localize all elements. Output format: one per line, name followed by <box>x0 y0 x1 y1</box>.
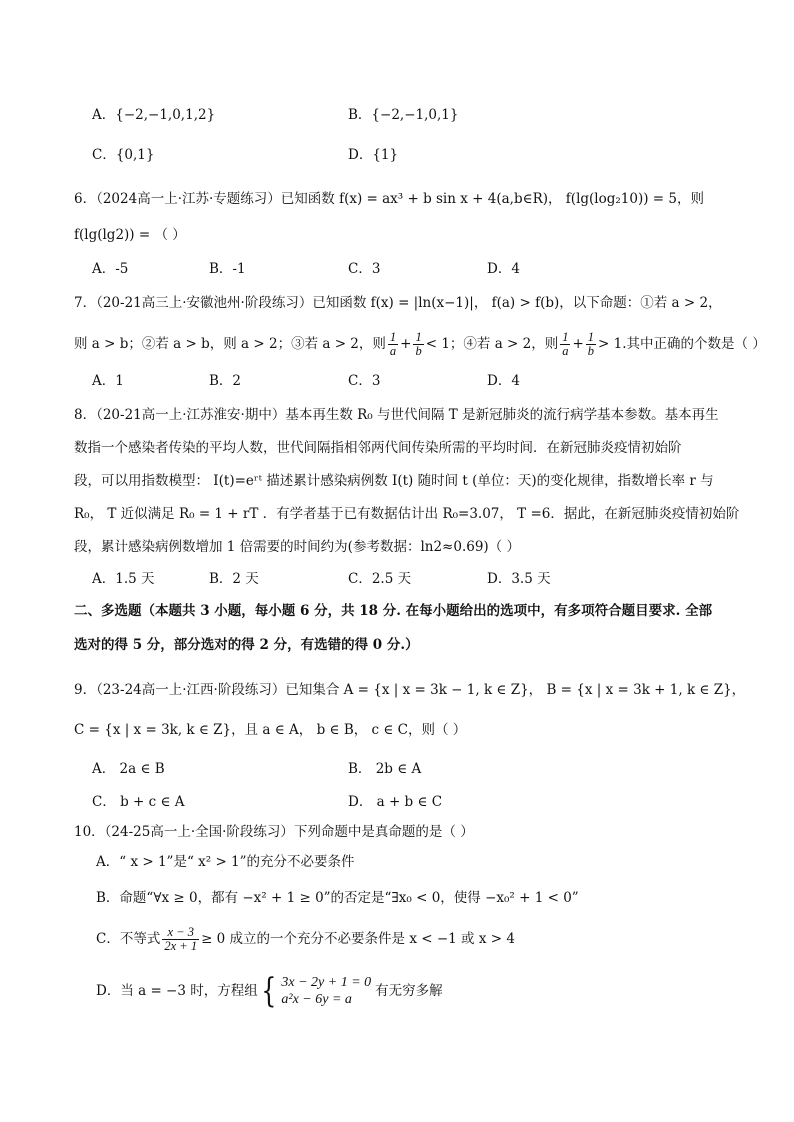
q7-option-a: A．1 <box>92 373 124 389</box>
q9-option-a: A． 2a ∈ B <box>92 761 165 777</box>
equation-2: a²x − 6y = a <box>281 992 352 1007</box>
q5-option-d: D．{1} <box>348 147 399 163</box>
q8-option-a: A．1.5 天 <box>92 571 155 587</box>
q10-stem: 10．（24-25高一上·全国·阶段练习）下列命题中是真命题的是（ ） <box>74 824 474 840</box>
q6-stem-line1: 6．（2024高一上·江苏·专题练习）已知函数 f(x) = ax³ + b sin x + 4(a,b∈R)， f(lg(log₂10)) = 5，则 <box>74 191 704 207</box>
q7-stem-line1: 7．（20-21高三上·安徽池州·阶段练习）已知函数 f(x) = |ln(x−1)|， f(a) > f(b)，以下命题：①若 a > 2， <box>74 295 722 311</box>
q7-option-d: D．4 <box>487 373 520 389</box>
q9-option-d: D． a + b ∈ C <box>348 794 443 810</box>
q7-line2-part1: 则 a > b；②若 a > b，则 a > 2；③若 a > 2，则 <box>74 336 386 352</box>
q5-option-a: A．{−2,−1,0,1,2} <box>92 107 216 123</box>
q10-option-c-prefix: C．不等式 <box>96 931 161 947</box>
q10-option-d-prefix: D．当 a = −3 时，方程组 <box>96 983 258 999</box>
q7-option-b: B．2 <box>209 373 242 389</box>
q9-stem-line2: C = {x | x = 3k, k ∈ Z}，且 a ∈ A， b ∈ B， c ∈ C，则（ ） <box>74 722 467 738</box>
q6-option-a: A．-5 <box>92 261 129 277</box>
q7-frac-denominator: a <box>562 343 569 358</box>
q7-frac-numerator: 1 <box>562 329 569 344</box>
q9-stem-line1: 9．（23-24高一上·江西·阶段练习）已知集合 A = {x | x = 3k − 1, k ∈ Z}， B = {x | x = 3k + 1, k ∈ Z}， <box>74 682 746 698</box>
q6-option-b: B．-1 <box>209 261 246 277</box>
left-brace-icon: { <box>260 971 277 1011</box>
equation-lines <box>281 974 371 1008</box>
q10-option-d-suffix: 有无穷多解 <box>375 983 443 999</box>
q6-stem-line2: f(lg(lg2)) = （ ） <box>74 227 186 243</box>
q7-frac-numerator: 1 <box>587 329 595 344</box>
section-heading-line1: 二、多选题（本题共 3 小题，每小题 6 分，共 18 分. 在每小题给出的选项中，有多项符合题目要求. 全部 <box>74 603 713 619</box>
q6-option-c: C．3 <box>348 261 381 277</box>
q7-line2-part2: < 1；④若 a > 2，则 <box>425 336 559 352</box>
equation-system <box>258 971 372 1011</box>
q7-frac-denominator: a <box>389 343 397 358</box>
q6-option-d: D．4 <box>487 261 520 277</box>
q7-frac-1-over-b <box>413 331 423 358</box>
q7-option-c: C．3 <box>348 373 381 389</box>
equation-1: 3x − 2y + 1 = 0 <box>281 975 372 990</box>
q10-option-c <box>96 922 515 956</box>
q9-option-b: B． 2b ∈ A <box>348 761 422 777</box>
fraction-denominator: 2x + 1 <box>164 938 198 953</box>
q8-option-b: B．2 天 <box>209 571 259 587</box>
q10-option-a: A．“ x > 1”是“ x² > 1”的充分不必要条件 <box>96 854 355 870</box>
q8-stem-line4: R₀， T 近似满足 R₀ = 1 + rT ．有学者基于已有数据估计出 R₀=3.07， T =6．据此，在新冠肺炎疫情初始阶 <box>74 506 740 522</box>
q7-frac-1-over-a <box>560 331 570 358</box>
q7-frac-denominator: b <box>415 343 422 358</box>
q10-option-c-suffix: ≥ 0 成立的一个充分不必要条件是 x < −1 或 x > 4 <box>201 931 515 947</box>
q7-frac-denominator: b <box>587 343 595 358</box>
q8-option-c: C．2.5 天 <box>348 571 412 587</box>
q10-option-c-fraction <box>162 926 199 953</box>
q8-stem-line5: 段，累计感染病例数增加 1 倍需要的时间约为(参考数据：ln2≈0.69)（ ） <box>74 539 520 555</box>
q5-option-c: C．{0,1} <box>92 147 155 163</box>
q8-option-d: D．3.5 天 <box>487 571 551 587</box>
q7-frac-1-over-b <box>586 331 596 358</box>
q8-stem-line2: 数指一个感染者传染的平均人数，世代间隔指相邻两代间传染所需的平均时间．在新冠肺炎疫情初始阶 <box>74 440 682 456</box>
q7-stem-line2 <box>74 326 766 362</box>
q10-option-d <box>96 970 443 1012</box>
section-heading-line2: 选对的得 5 分，部分选对的得 2 分，有选错的得 0 分.） <box>74 637 419 653</box>
q5-option-b: B．{−2,−1,0,1} <box>348 107 459 123</box>
q9-option-c: C． b + c ∈ A <box>92 794 185 810</box>
q8-stem-line1: 8．（20-21高一上·江苏淮安·期中）基本再生数 R₀ 与世代间隔 T 是新冠肺炎的流行病学基本参数。基本再生 <box>74 407 719 423</box>
q7-frac-1-over-a <box>388 331 398 358</box>
q7-frac-numerator: 1 <box>415 329 422 344</box>
fraction-numerator: x − 3 <box>162 926 199 940</box>
q7-plus: + <box>572 336 584 352</box>
q7-frac-numerator: 1 <box>389 329 397 344</box>
q7-line2-part3: > 1.其中正确的个数是（ ） <box>598 336 766 352</box>
q8-stem-line3: 段，可以用指数模型： I(t)=eʳᵗ 描述累计感染病例数 I(t) 随时间 t (单位：天)的变化规律，指数增长率 r 与 <box>74 473 714 489</box>
q7-plus: + <box>400 336 412 352</box>
q10-option-b: B．命题“∀x ≥ 0，都有 −x² + 1 ≥ 0”的否定是“∃x₀ < 0，使得 −x₀² + 1 < 0” <box>96 890 579 906</box>
